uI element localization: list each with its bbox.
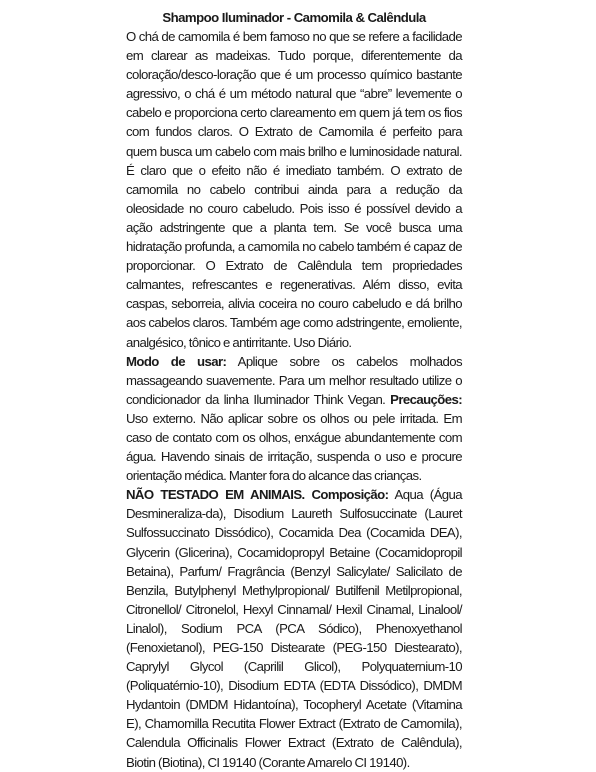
composition-text: Aqua (Água Desmineraliza-da), Disodium Laureth Sulfosuccinate (Lauret Sulfossuccinato Dissódico), Cocamida Dea (Cocamida DEA), Glycerin (Glicerina), Cocamidopropyl Betaine (Cocamidopropil Betaina), Parfum/ Fragrância (Benzyl Salicylate/ Salicilato de Benzila, Butylphenyl Methylpropional/ Butilfenil Metilpropional, Citronellol/ Citronelol, Hexyl Cinnamal/ Hexil Cinamal, Linalool/ Linalol), Sodium PCA (PCA Sódico), Phenoxyethanol (Fenoxietanol), PEG-150 Distearate (PEG-150 Diestearato), Caprylyl Glycol (Caprilil Glicol), Polyquaternium-10 (Poliquatérnio-10), Disodium EDTA (EDTA Dissódico), DMDM Hydantoin (DMDM Hidantoína), Tocopheryl Acetate (Vitamina E), Chamomilla Recutita Flower Extract (Extrato de Camomila), Calendula Officinalis Flower Extract (Extrato de Calêndula), Biotin (Biotina), CI 19140 (Corante Amarelo CI 19140). bbox=[126, 487, 462, 770]
composition-heading: Composição: bbox=[304, 487, 389, 503]
product-text bbox=[126, 27, 462, 772]
precautions-text: Uso externo. Não aplicar sobre os olhos ou pele irritada. Em caso de contato com os olhos, enxágue abundantemente com água. Havendo sinais de irritação, suspenda o uso e procure orientação médica. Manter fora do alcance das crianças. bbox=[126, 410, 462, 484]
usage-heading: Modo de usar: bbox=[126, 353, 227, 369]
product-title: Shampoo Iluminador - Camomila & Calêndula bbox=[162, 10, 426, 25]
not-tested-claim: NÃO TESTADO EM ANIMAIS. bbox=[126, 487, 305, 503]
description-text: O chá de camomila é bem famoso no que se refere a facilidade em clarear as madeixas. Tudo porque, diferentemente da coloração/desco-loração que é um processo químico bastante agressivo, o chá é um método natural que “abre” levemente o cabelo e proporciona certo clareamento em quem já tem os fios com fundos claros. O Extrato de Camomila é perfeito para quem busca um cabelo com mais brilho e luminosidade natural. É claro que o efeito não é imediato também. O extrato de camomila no cabelo contribui ainda para a redução da oleosidade no couro cabeludo. Pois isso é possível devido a ação adstringente que a planta tem. Se você busca uma hidratação profunda, a camomila no cabelo também é capaz de proporcionar. O Extrato de Calêndula tem propriedades calmantes, refrescantes e regenerativas. Além disso, evita caspas, seborreia, alivia coceira no couro cabeludo e dá brilho aos cabelos claros. Também age como adstringente, emoliente, analgésico, tônico e antirritante. Uso Diário. bbox=[126, 29, 462, 350]
usage-text: Aplique sobre os cabelos molhados massageando suavemente. Para um melhor resultado utilize o condicionador da linha Iluminador Think Vegan. bbox=[126, 353, 462, 407]
product-label bbox=[126, 8, 462, 772]
precautions-heading: Precauções: bbox=[390, 391, 462, 407]
